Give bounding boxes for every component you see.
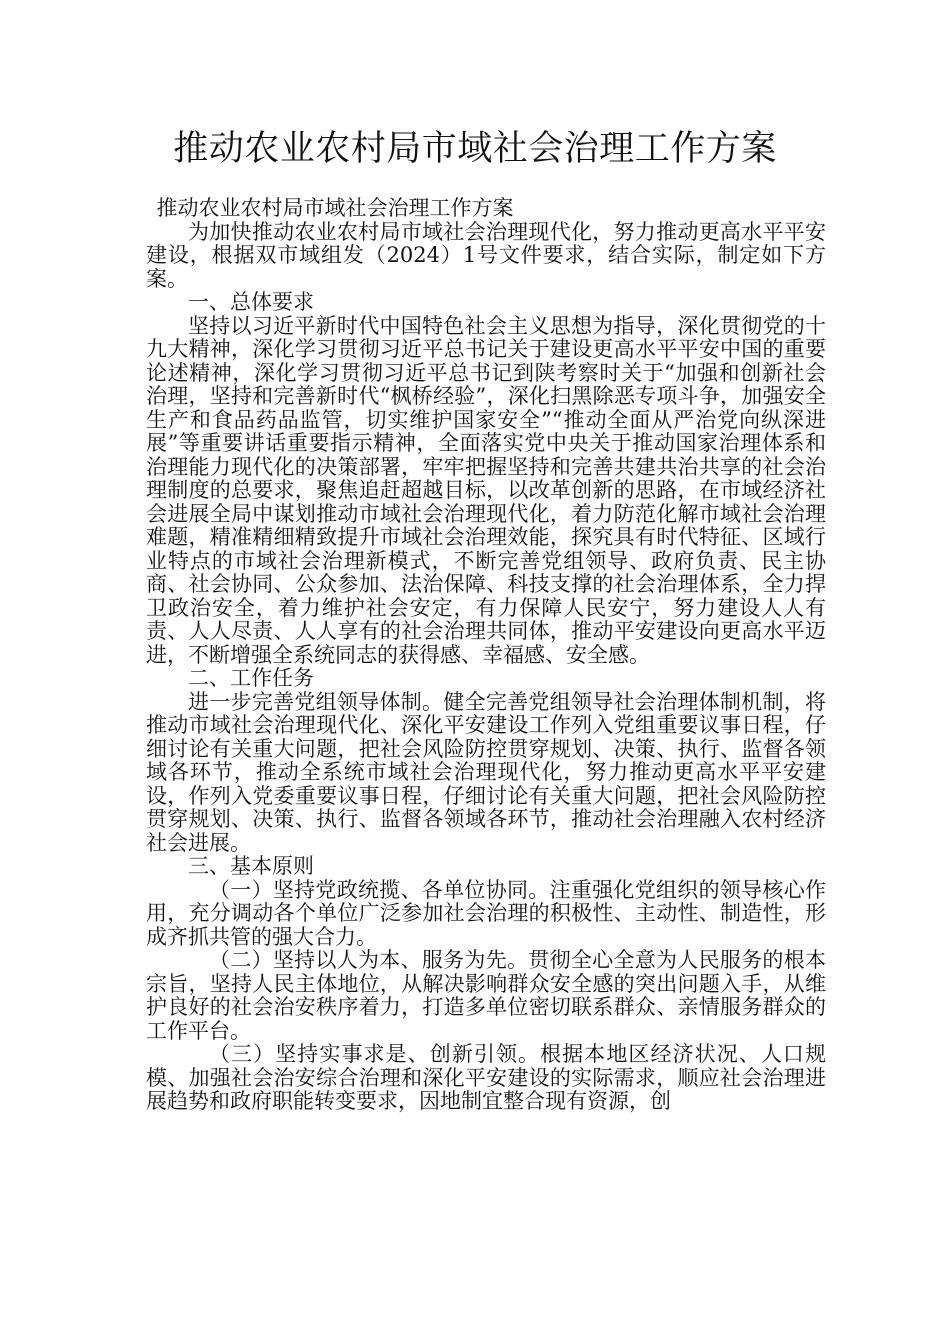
principle-paragraph-2: （二）坚持以人为本、服务为先。贯彻全心全意为人民服务的根本宗旨，坚持人民主体地位，从解决影响群众安全感的突出问题入手，从维护良好的社会治安秩序着力，打造多单位密切联系群众、亲情服务群众的工作平台。 (146, 948, 826, 1043)
section-heading-basic-principles: 三、基本原则 (188, 854, 314, 878)
intro-paragraph: 为加快推动农业农村局市域社会治理现代化，努力推动更高水平平安建设，根据双市域组发（2024）1号文件要求，结合实际，制定如下方案。 (146, 219, 826, 291)
principle-paragraph-3: （三）坚持实事求是、创新引领。根据本地区经济状况、人口规模、加强社会治安综合治理和深化平安建设的实际需求，顺应社会治理进展趋势和政府职能转变要求，因地制宜整合现有资源，创 (146, 1042, 826, 1113)
section-heading-general-requirements: 一、总体要求 (188, 290, 314, 314)
general-requirements-paragraph: 坚持以习近平新时代中国特色社会主义思想为指导，深化贯彻党的十九大精神，深化学习贯彻习近平总书记关于建设更高水平平安中国的重要论述精神，深化学习贯彻习近平总书记到陕考察时关于“加强和创新社会治理，坚持和完善新时代“枫桥经验”，深化扫黑除恶专项斗争，加强安全生产和食品药品监管，切实维护国家安全”“推动全面从严治党向纵深进展”等重要讲话重要指示精神，全面落实党中央关于推动国家治理体系和治理能力现代化的决策部署，牢牢把握坚持和完善共建共治共享的社会治理制度的总要求，聚焦追赶超越目标，以改革创新的思路，在市域经济社会进展全局中谋划推动市域社会治理现代化，着力防范化解市域社会治理难题，精准精细精致提升市域社会治理效能，探究具有时代特征、区域行业特点的市域社会治理新模式，不断完善党组领导、政府负责、民主协商、社会协同、公众参加、法治保障、科技支撑的社会治理体系，全力捍卫政治安全，着力维护社会安定，有力保障人民安宁，努力建设人人有责、人人尽责、人人享有的社会治理共同体，推动平安建设向更高水平迈进，不断增强全系统同志的获得感、幸福感、安全感。 (146, 313, 826, 667)
work-tasks-paragraph: 进一步完善党组领导体制。健全完善党组领导社会治理体制机制，将推动市域社会治理现代化、深化平安建设工作列入党组重要议事日程，仔细讨论有关重大问题，把社会风险防控贯穿规划、决策、执行、监督各领域各环节，推动全系统市域社会治理现代化，努力推动更高水平平安建设，作列入党委重要议事日程，仔细讨论有关重大问题，把社会风险防控贯穿规划、决策、执行、监督各领域各环节，推动社会治理融入农村经济社会进展。 (146, 689, 826, 855)
principle-paragraph-1: （一）坚持党政统揽、各单位协同。注重强化党组织的领导核心作用，充分调动各个单位广泛参加社会治理的积极性、主动性、制造性，形成齐抓共管的强大合力。 (146, 877, 826, 949)
document-body (146, 197, 826, 1114)
section-heading-work-tasks: 二、工作任务 (188, 666, 314, 690)
document-subtitle: 推动农业农村局市域社会治理工作方案 (156, 196, 514, 220)
document-title: 推动农业农村局市域社会治理工作方案 (173, 129, 777, 169)
